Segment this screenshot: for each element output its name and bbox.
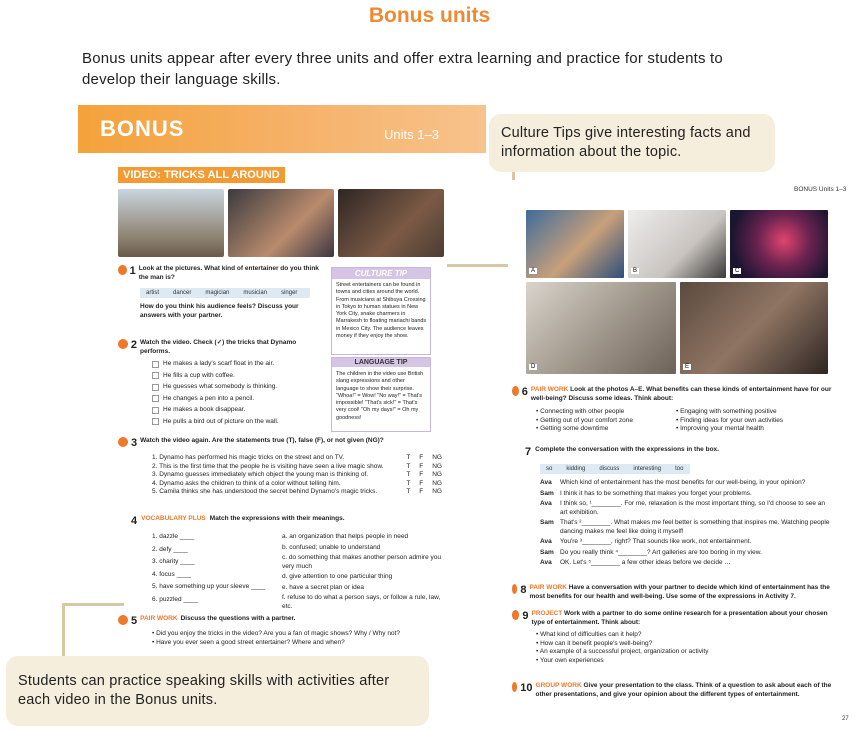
meaning: e. have a secret plan or idea	[282, 583, 365, 591]
video-icon	[118, 339, 128, 349]
speaker: Ava	[540, 559, 552, 566]
photo-b	[628, 210, 726, 278]
callout-connector	[447, 264, 515, 267]
meaning: b. confused; unable to understand	[282, 543, 381, 551]
activity-label: PAIR WORK	[140, 615, 178, 622]
statement: 4. Dynamo asks the children to think of a color without telling him.	[152, 479, 341, 487]
banner-units: Units 1–3	[384, 127, 439, 142]
page-title: Bonus units	[368, 4, 491, 27]
bullet-text: Connecting with other people	[540, 408, 625, 415]
culture-tip-callout: Culture Tips give interesting facts and information about the topic.	[489, 114, 775, 172]
meaning: c. do something that makes another person admire you very much	[282, 554, 441, 570]
question-9	[512, 610, 832, 665]
question-text: Have a conversation with your partner to decide which kind of entertainment has the most benefits for our health and well-being. Use some of the expressions in Activity 7.	[529, 584, 830, 600]
meaning: d. give attention to one particular thing	[282, 573, 393, 580]
question-text: Complete the conversation with the expressions in the box.	[535, 446, 719, 453]
banner-title: BONUS	[100, 116, 185, 141]
bullet-text: Getting out of your comfort zone	[540, 416, 633, 424]
question-text: Look at the photos A–E. What benefits can these kinds of entertainment have for our well-being? Discuss some ideas. Think about:	[530, 386, 832, 402]
checklist-item	[152, 372, 326, 381]
video-title: VIDEO: TRICKS ALL AROUND	[118, 167, 285, 183]
bullet-item: • Improving your mental health	[676, 425, 764, 432]
bullet-text: Getting some downtime	[540, 425, 609, 432]
photo-c	[730, 210, 828, 278]
language-tip-heading: LANGUAGE TIP	[332, 358, 430, 367]
bonus-banner	[78, 105, 486, 153]
tfng: T F NG	[406, 454, 442, 461]
dialogue-line	[540, 559, 832, 568]
tfng: T F NG	[406, 471, 442, 478]
line-text: That's ²________. What makes me feel better is something that inspires me. Watching people dancing makes me feel like doing it myself!	[560, 519, 830, 535]
question-number: 4	[131, 515, 138, 527]
question-text: Look at the pictures. What kind of entertainer do you think the man is?	[138, 265, 319, 281]
question-text: Watch the video again. Are the statements true (T), false (F), or not given (NG)?	[140, 437, 384, 444]
question-number: 10	[520, 682, 533, 694]
checkbox[interactable]	[152, 407, 159, 414]
bullet-item: • Your own experiences	[536, 656, 604, 664]
word: singer	[281, 290, 298, 296]
video-photo-1	[118, 189, 224, 257]
project-icon	[512, 610, 519, 620]
word: artist	[146, 290, 160, 296]
question-3	[118, 437, 448, 497]
expression: 2. defy ____	[152, 545, 188, 553]
question-number: 1	[129, 265, 136, 277]
question-number: 2	[130, 339, 138, 351]
speaking-icon	[512, 386, 519, 396]
culture-tip-heading: CULTURE TIP	[332, 268, 430, 279]
checklist-item	[152, 418, 326, 427]
expression: 1. dazzle ____	[152, 533, 195, 540]
question-6	[512, 386, 832, 434]
question-number: 6	[521, 386, 528, 398]
checklist-item	[152, 383, 326, 392]
expression: 5. have something up your sleeve ____	[152, 583, 266, 590]
question-number: 3	[131, 437, 138, 449]
language-tip-text: The children in the video use British slang expressions and other language to show their surprise. "Whoa!" = Wow! "No way!" = That's impossible! "That's sick!" = That's very cool! "Oh my days!" = Oh my goodness!	[336, 371, 424, 421]
line-text: I think it has to be something that makes you forget your problems.	[560, 489, 752, 497]
video-photo-3	[338, 189, 444, 257]
culture-tip-box	[331, 267, 431, 355]
checklist-item	[152, 360, 326, 369]
activity-label: GROUP WORK	[535, 682, 582, 689]
checkbox[interactable]	[152, 395, 159, 402]
question-text: Match the expressions with their meanings.	[209, 515, 345, 522]
question-number: 9	[522, 610, 529, 622]
page-number: 27	[842, 716, 849, 722]
page-header: BONUS Units 1–3	[794, 186, 847, 193]
checklist-text: He changes a pen into a pencil.	[163, 394, 255, 402]
photo-a	[526, 210, 624, 278]
word: interesting	[633, 466, 662, 472]
checkbox[interactable]	[152, 418, 159, 425]
question-7	[512, 446, 832, 568]
checklist-text: He makes a book disappear.	[163, 406, 246, 413]
bullet-item: • Getting out of your comfort zone	[536, 416, 633, 424]
statement: 3. Dynamo guesses immediately which object the young man is thinking of.	[152, 471, 369, 478]
bullet-item: • Connecting with other people	[536, 408, 625, 415]
expression: 6. puzzled ____	[152, 595, 198, 603]
speaking-icon	[512, 682, 517, 692]
question-text: Work with a partner to do some online research for a presentation about your chosen type of entertainment. Think about:	[531, 610, 828, 626]
question-5	[118, 615, 458, 647]
question-text: How do you think his audience feels? Discuss your answers with your partner.	[140, 303, 299, 319]
word: discuss	[599, 466, 620, 472]
bullet-text: How can it benefit people's well-being?	[540, 639, 653, 647]
dialogue-line	[540, 500, 832, 517]
photo-label: C	[735, 268, 740, 274]
question-number: 5	[131, 615, 138, 627]
right-book-page	[508, 180, 858, 730]
expression: 3. charity ____	[152, 558, 195, 565]
meaning: f. refuse to do what a person says, or follow a rule, law, etc.	[282, 594, 441, 610]
question-2	[118, 339, 326, 429]
word: kidding	[566, 466, 586, 472]
bullet-item: • An example of a successful project, organization or activity	[536, 648, 709, 655]
dialogue-line	[540, 490, 832, 499]
statement: 2. This is the first time that the people he is visiting have seen a live magic show.	[152, 462, 384, 470]
speaking-icon	[512, 584, 517, 594]
question-10	[512, 682, 832, 699]
speaker: Sam	[540, 548, 554, 556]
speaker: Ava	[540, 479, 552, 486]
checkbox[interactable]	[152, 372, 159, 379]
bullet-item: • Did you enjoy the tricks in the video? Are you a fan of magic shows? Why / Why not?	[152, 630, 400, 637]
photo-label: D	[531, 364, 536, 370]
dialogue-line	[540, 549, 832, 558]
bullet-item: • Finding ideas for your own activities	[676, 416, 784, 424]
photo-e	[680, 282, 828, 374]
line-text: Do you really think ⁴________? Art galleries are too boring in my view.	[560, 548, 762, 556]
speaker: Sam	[540, 489, 554, 497]
statement: 1. Dynamo has performed his magic tricks on the street and on TV.	[152, 454, 345, 461]
question-4	[118, 515, 458, 611]
question-number: 7	[525, 446, 532, 458]
question-text: Watch the video. Check (✓) the tricks that Dynamo performs.	[140, 339, 297, 355]
activity-label: PROJECT	[531, 610, 563, 617]
bullet-text: Did you enjoy the tricks in the video? Are you a fan of magic shows? Why / Why not?	[156, 630, 400, 637]
bullet-text: Engaging with something positive	[680, 408, 777, 415]
line-text: I think so, ¹________. For me, relaxation is the most important thing, so I'd choose to see an art exhibition.	[560, 500, 825, 516]
intro-text: Bonus units appear after every three units and offer extra learning and practice for students to develop their language skills.	[82, 50, 723, 88]
left-book-page	[78, 105, 486, 646]
word: dancer	[173, 290, 192, 296]
question-number: 8	[520, 584, 527, 596]
meaning: a. an organization that helps people in need	[282, 533, 409, 540]
speaker: Ava	[540, 500, 552, 507]
question-text: Discuss the questions with a partner.	[180, 615, 296, 622]
question-8	[512, 584, 832, 601]
bullet-text: Improving your mental health	[680, 425, 764, 432]
dialogue-line	[540, 479, 832, 488]
bullet-text: Finding ideas for your own activities	[680, 416, 784, 424]
checklist-item	[152, 406, 326, 415]
bullet-text: What kind of difficulties can it help?	[540, 631, 642, 638]
dialogue-line	[540, 519, 832, 536]
checklist-text: He guesses what somebody is thinking.	[163, 383, 278, 390]
bullet-item: • How can it benefit people's well-being?	[536, 639, 653, 647]
word: musician	[243, 290, 268, 296]
checklist-text: He pulls a bird out of picture on the wall.	[163, 417, 279, 425]
word: so	[546, 466, 553, 472]
video-photo-2	[228, 189, 334, 257]
activity-label: PAIR WORK	[530, 386, 569, 393]
statement: 5. Camila thinks she has understood the secret behind Dynamo's magic tricks.	[152, 488, 378, 495]
line-text: OK. Let's ⁵________ a few other ideas before we decide …	[560, 559, 731, 566]
word-box	[540, 464, 690, 474]
dialogue-line	[540, 538, 832, 547]
checklist-text: He fills a cup with coffee.	[163, 371, 235, 379]
callout-connector	[62, 603, 124, 606]
bullet-text: An example of a successful project, organization or activity	[539, 648, 709, 655]
photo-label: B	[633, 268, 638, 274]
question-1	[118, 265, 326, 320]
speaking-callout: Students can practice speaking skills with activities after each video in the Bonus units.	[6, 656, 429, 726]
bullet-text: Your own experiences	[539, 656, 604, 664]
bullet-text: Have you ever seen a good street entertainer? Where and when?	[156, 638, 345, 646]
speaking-icon	[118, 615, 128, 625]
activity-label: PAIR WORK	[529, 584, 567, 591]
checklist-item	[152, 395, 326, 404]
bullet-item: • Have you ever seen a good street entertainer? Where and when?	[152, 638, 345, 646]
speaker: Sam	[540, 519, 554, 526]
callout-connector	[62, 603, 65, 657]
checkbox[interactable]	[152, 361, 159, 368]
question-text: Give your presentation to the class. Think of a question to ask about each of the other presentations, and give your opinion about the different types of entertainment.	[535, 682, 832, 698]
photo-d	[526, 282, 676, 374]
word: too	[675, 466, 684, 472]
tfng: T F NG	[406, 479, 442, 487]
culture-tip-text: Street entertainers can be found in towns and cities around the world. From musicians at Shibuya Crossing in Tokyo to human statues in New York City, snake charmers in Marrakesh to floating mariachi bands in Mexico City. The audience leaves money if they enjoy the show.	[336, 282, 427, 340]
video-icon	[118, 265, 127, 275]
checkbox[interactable]	[152, 384, 159, 391]
photo-label: E	[685, 364, 690, 370]
speaker: Ava	[540, 538, 552, 545]
language-tip-box	[331, 357, 431, 432]
expression: 4. focus ____	[152, 570, 192, 578]
tfng: T F NG	[406, 462, 442, 470]
word-box	[140, 288, 310, 298]
video-icon	[118, 437, 128, 447]
bullet-item: • Getting some downtime	[536, 425, 609, 432]
line-text: You're ³________, right? That sounds like work, not entertainment.	[560, 538, 752, 545]
tfng: T F NG	[406, 488, 442, 495]
line-text: Which kind of entertainment has the most benefits for our well-being, in your opinion?	[560, 479, 806, 486]
checklist-text: He makes a lady's scarf float in the air.	[163, 360, 275, 367]
word: magician	[205, 290, 230, 296]
bullet-item: • Engaging with something positive	[676, 408, 777, 415]
bullet-item: • What kind of difficulties can it help?	[536, 631, 642, 638]
activity-label: VOCABULARY PLUS	[141, 515, 206, 522]
photo-label: A	[531, 268, 536, 274]
